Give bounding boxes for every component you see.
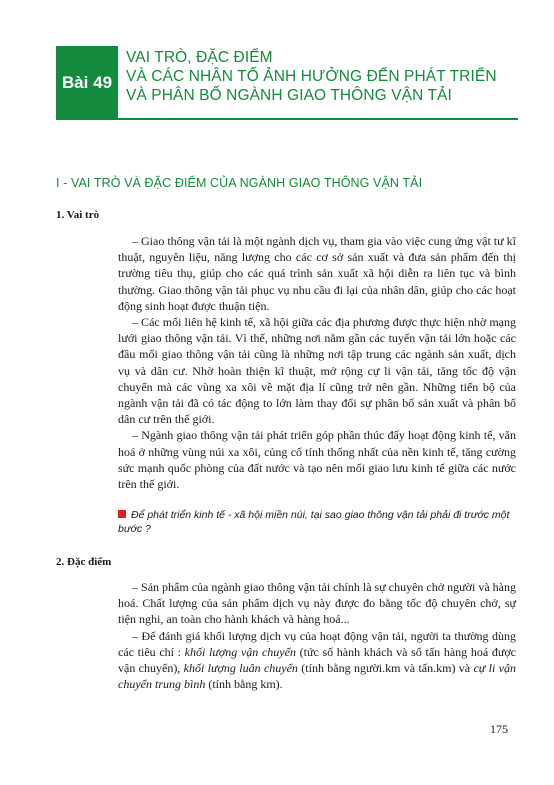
paragraph: – Sản phẩm của ngành giao thông vận tải chính là sự chuyên chở người và hàng hoá. Chất lượng của sản phẩm dịch vụ này được đo bằng tốc độ chuyên chở, sự tiện nghi, an toàn cho hành khách và hàng hoá...	[118, 580, 516, 627]
page-number: 175	[490, 722, 508, 736]
text-run: (tức số hành khách và số tấn hàng hoá được vận chuyển),	[118, 644, 517, 676]
term-italic: cự li vận chuyển trung bình	[118, 661, 516, 692]
paragraph: – Giao thông vận tải là một ngành dịch vụ, tham gia vào việc cung ứng vật tư kĩ thuật, nguyên liệu, năng lượng cho các cơ sở sản xuất và đưa sản phẩm đến thị trường tiêu thụ, giúp cho các quá trình sản xuất xã hội diễn ra liên tục và bình thường. Giao thông vận tải phục vụ nhu cầu đi lại của nhân dân, giúp cho các hoạt động sinh hoạt được thuận tiện.	[118, 234, 516, 313]
term-italic: khối lượng luân chuyển	[183, 661, 298, 676]
question-block	[118, 508, 516, 536]
subheading-features: 2. Đặc điểm	[56, 556, 112, 568]
lesson-title	[126, 48, 518, 105]
header-rule	[118, 118, 518, 120]
lesson-title-line: VÀ PHÂN BỐ NGÀNH GIAO THÔNG VẬN TẢI	[126, 87, 452, 104]
text-run: – Để đánh giá khối lượng dịch vụ của hoạt động vận tải, người ta thường dùng các tiêu chí :	[118, 628, 516, 659]
question-text: Để phát triển kinh tế - xã hội miền núi, tại sao giao thông vận tải phải đi trước một bước ?	[118, 509, 510, 535]
subheading-role: 1. Vai trò	[56, 209, 100, 221]
lesson-title-line: VÀ CÁC NHÂN TỐ ẢNH HƯỞNG ĐẾN PHÁT TRIỂN	[126, 68, 497, 85]
lesson-header	[56, 46, 518, 120]
paragraph: – Các mối liên hệ kinh tế, xã hội giữa các địa phương được thực hiện nhờ mạng lưới giao thông vận tải. Vì thế, những nơi nằm gần các tuyến vận tải lớn hoặc các đầu mối giao thông vận tải cũng là những nơi tập trung các ngành sản xuất, dịch vụ và dân cư. Nhờ hoàn thiện kĩ thuật, mở rộng cự li vận tải, tăng tốc độ vận chuyển mà các vùng xa xôi về mặt địa lí cũng trở nên gần. Những tiến bộ của ngành vận tải đã có tác động to lớn làm thay đổi sự phân bố sản xuất và phân bố dân cư trên thế giới.	[118, 315, 516, 427]
lesson-badge: Bài 49	[56, 46, 118, 120]
term-italic: khối lượng vận chuyển	[184, 644, 296, 659]
paragraph	[118, 628, 516, 693]
lesson-title-line: VAI TRÒ, ĐẶC ĐIỂM	[126, 49, 273, 66]
paragraph: – Ngành giao thông vận tải phát triển góp phần thúc đẩy hoạt động kinh tế, văn hoá ở những vùng núi xa xôi, củng cố tính thống nhất của nền kinh tế, tăng cường sức mạnh quốc phòng của đất nước và tạo nên mối giao lưu kinh tế giữa các nước trên thế giới.	[118, 428, 516, 492]
text-run: (tính bằng người.km và tấn.km) và	[297, 661, 474, 676]
section-heading: I - VAI TRÒ VÀ ĐẶC ĐIỂM CỦA NGÀNH GIAO THÔNG VẬN TẢI	[56, 176, 423, 190]
features-text	[118, 579, 516, 692]
role-text	[118, 233, 516, 492]
text-run: (tính bằng km).	[205, 677, 283, 692]
question-marker-icon	[118, 510, 126, 518]
